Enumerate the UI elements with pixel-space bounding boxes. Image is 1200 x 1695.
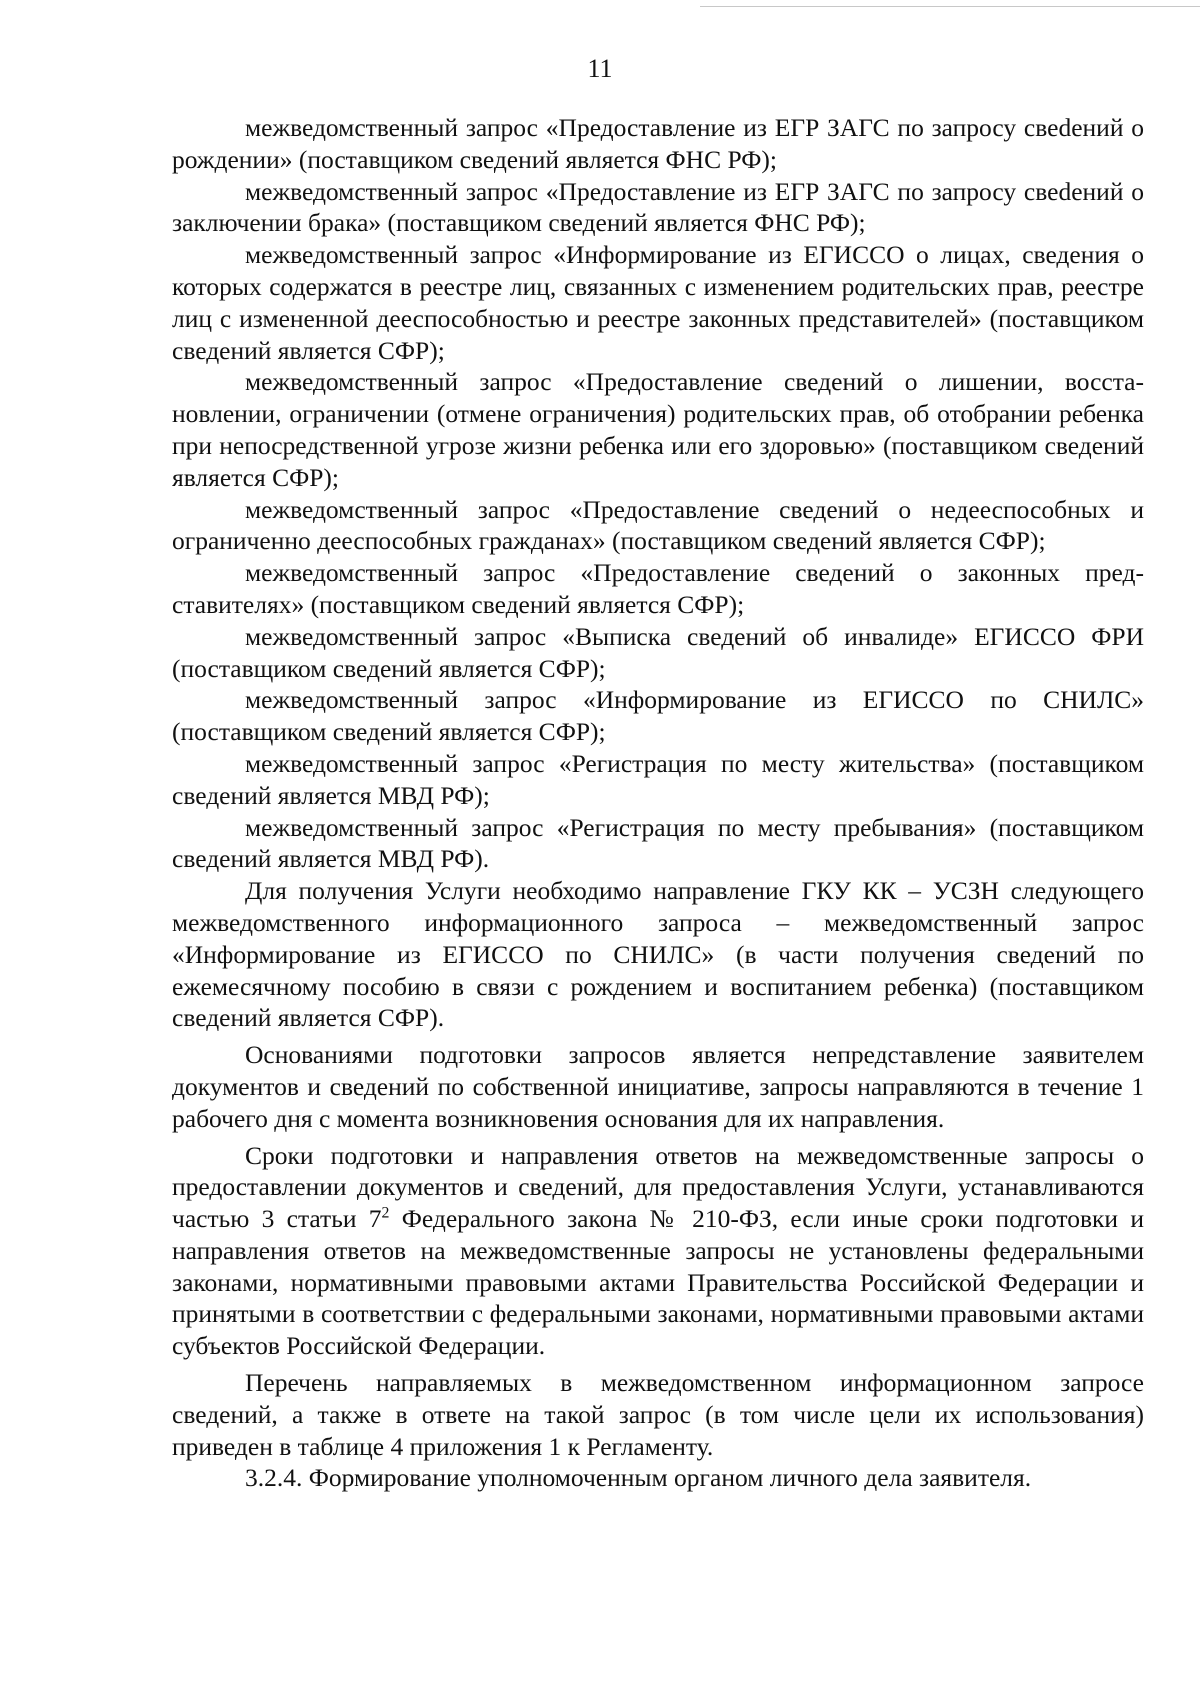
paragraph-deprivation-parental-rights: межведомственный запрос «Предоставление сведений о лишении, восстановлении, ограничении (отмене ограничения) родительских прав, об отобрании ребенка при непосредственной угрозе жизни ребенка или его здоровью» (поставщиком сведений является СФР); <box>172 367 1144 492</box>
response-terms-text-after: Федерального закона № 210-ФЗ, если иные сроки подготовки и направления ответов на межведомственные запросы не установлены федеральными законами, нормативными правовыми актами Правительства Российской Федерации и принятыми в соответствии с федеральными законами, нормативными правовыми актами субъектов Российской Федерации. <box>172 1204 1145 1361</box>
paragraph-egr-zags-marriage: межведомственный запрос «Предоставление из ЕГР ЗАГС по запросу свеdений о заключении брака» (поставщиком сведений является ФНС РФ); <box>172 176 1144 238</box>
paragraph-legal-representatives: межведомственный запрос «Предоставление сведений о законных представителях» (поставщиком сведений является СФР); <box>172 558 1144 619</box>
paragraph-response-terms <box>172 1140 1144 1363</box>
paragraph-incapacitated-citizens: межведомственный запрос «Предоставление сведений о недееспособных и ограниченно дееспособных гражданах» (поставщиком сведений является СФР); <box>172 494 1144 556</box>
paragraph-request-grounds: Основаниями подготовки запросов является непредставление заявителем документов и сведений по собственной инициативе, запросы направляются в течение 1 рабочего дня с момента возникновения основания для их направления. <box>172 1040 1144 1133</box>
paragraph-egr-zags-birth: межведомственный запрос «Предоставление из ЕГР ЗАГС по запросу свеdений о рождении» (поставщиком сведений является ФНС РФ); <box>172 113 1144 174</box>
document-body <box>172 112 1144 1494</box>
paragraph-egisso-snils: межведомственный запрос «Информирование из ЕГИССО по СНИЛС» (поставщиком сведений является СФР); <box>172 685 1144 747</box>
paragraph-egisso-parental-rights: межведомственный запрос «Информирование из ЕГИССО о лицах, сведения о которых содержатся в реестре лиц, связанных с изменением родительских прав, реестре лиц с измененной дееспособностью и реестре законных представителей» (поставщиком сведений является СФР); <box>172 240 1144 365</box>
paragraph-service-request: Для получения Услуги необходимо направление ГКУ КК – УСЗН следующего межведомственного информационного запроса – межведомственный запрос «Информирование из ЕГИССО по СНИЛС» (в части получения сведений по ежемесячному пособию в связи с рождением и воспитанием ребенка) (поставщиком сведений является СФР). <box>172 876 1144 1033</box>
top-scan-line <box>700 6 1200 7</box>
paragraph-section-3-2-4: 3.2.4. Формирование уполномоченным органом личного дела заявителя. <box>245 1463 1032 1493</box>
article-superscript: 2 <box>381 1204 390 1222</box>
paragraph-disability-extract: межведомственный запрос «Выписка сведений об инвалиде» ЕГИССО ФРИ (поставщиком сведений является СФР); <box>172 621 1144 683</box>
paragraph-stay-registration: межведомственный запрос «Регистрация по месту пребывания» (поставщиком сведений является МВД РФ). <box>172 812 1144 874</box>
paragraph-residence-registration: межведомственный запрос «Регистрация по месту жительства» (поставщиком сведений является МВД РФ); <box>172 748 1144 810</box>
response-terms-text-before: Сроки подготовки и направления ответов на межведомственные запросы о предоставлении документов и сведений, для предоставления Услуги, устанавливаются частью 3 статьи 7 <box>172 1140 1144 1234</box>
page-number: 11 <box>587 54 613 83</box>
paragraph-information-list: Перечень направляемых в межведомственном информационном запросе сведений, а также в ответе на такой запрос (в том числе цели их использования) приведен в таблице 4 приложения 1 к Регламенту. <box>172 1368 1144 1461</box>
